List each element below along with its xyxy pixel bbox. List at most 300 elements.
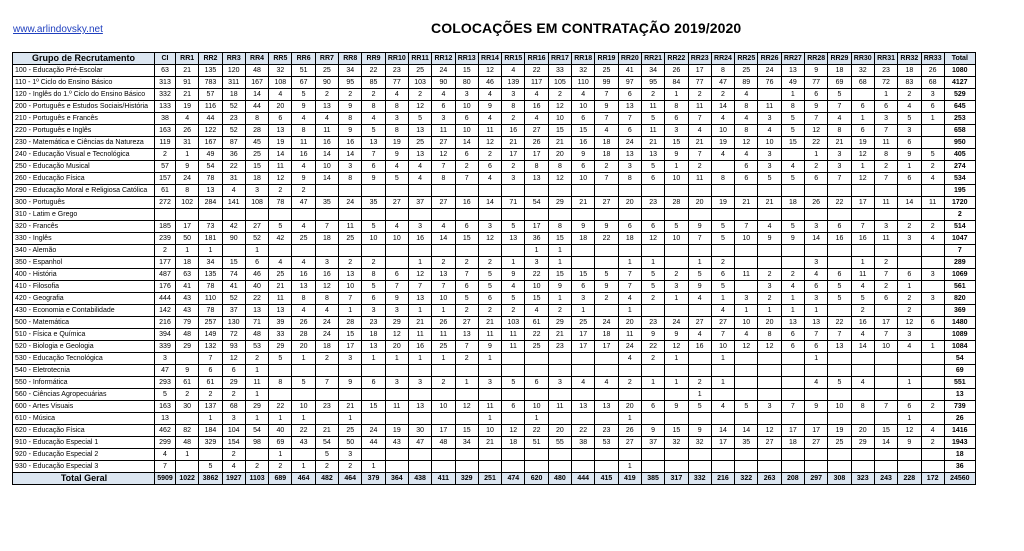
count-cell: 48 [176, 437, 199, 449]
column-header-total: Total [944, 53, 975, 65]
count-cell [432, 461, 455, 473]
count-cell: 3 [502, 89, 525, 101]
count-cell: 4 [921, 233, 944, 245]
column-header-rr14: RR14 [478, 53, 501, 65]
count-cell [735, 245, 758, 257]
count-cell [478, 389, 501, 401]
count-cell: 10 [572, 173, 595, 185]
count-cell [758, 461, 781, 473]
count-cell: 149 [199, 329, 222, 341]
count-cell: 12 [408, 269, 431, 281]
total-cell: 1069 [944, 269, 975, 281]
count-cell: 4 [735, 149, 758, 161]
total-cell: 54 [944, 353, 975, 365]
count-cell [711, 413, 734, 425]
count-cell: 4 [921, 173, 944, 185]
count-cell: 1 [548, 257, 571, 269]
count-cell: 4 [688, 293, 711, 305]
count-cell: 19 [269, 137, 292, 149]
count-cell: 3 [478, 221, 501, 233]
count-cell: 23 [641, 197, 664, 209]
count-cell: 2 [898, 89, 921, 101]
count-cell [921, 329, 944, 341]
count-cell: 103 [408, 77, 431, 89]
count-cell: 37 [408, 197, 431, 209]
count-cell: 9 [595, 101, 618, 113]
count-cell: 18 [595, 329, 618, 341]
count-cell [385, 245, 408, 257]
count-cell: 411 [432, 473, 455, 485]
count-cell: 77 [805, 77, 828, 89]
count-cell: 3 [548, 377, 571, 389]
count-cell [548, 461, 571, 473]
count-cell: 71 [502, 197, 525, 209]
count-cell: 4 [502, 281, 525, 293]
count-cell: 7 [155, 461, 176, 473]
count-cell: 17 [339, 341, 362, 353]
count-cell: 26 [525, 137, 548, 149]
count-cell: 33 [269, 329, 292, 341]
count-cell: 3 [525, 257, 548, 269]
table-row [13, 101, 976, 113]
count-cell [874, 185, 897, 197]
count-cell: 11 [245, 377, 268, 389]
count-cell: 167 [199, 137, 222, 149]
count-cell: 53 [245, 341, 268, 353]
count-cell: 2 [758, 269, 781, 281]
count-cell: 13 [618, 101, 641, 113]
table-row [13, 425, 976, 437]
column-header-rr27: RR27 [781, 53, 804, 65]
count-cell: 5 [269, 221, 292, 233]
count-cell [711, 389, 734, 401]
count-cell: 1 [665, 89, 688, 101]
count-cell: 6 [805, 173, 828, 185]
count-cell: 12 [758, 341, 781, 353]
count-cell [711, 245, 734, 257]
count-cell: 14 [315, 149, 338, 161]
count-cell: 6 [898, 401, 921, 413]
count-cell [898, 185, 921, 197]
count-cell: 12 [269, 173, 292, 185]
count-cell: 79 [176, 317, 199, 329]
count-cell: 16 [408, 341, 431, 353]
count-cell: 22 [828, 197, 851, 209]
count-cell: 9 [641, 329, 664, 341]
count-cell: 10 [455, 101, 478, 113]
count-cell: 4 [828, 113, 851, 125]
count-cell: 1 [781, 293, 804, 305]
count-cell: 2 [455, 161, 478, 173]
group-name-cell: 930 - Educação Especial 3 [13, 461, 155, 473]
count-cell: 2 [222, 449, 245, 461]
count-cell: 208 [781, 473, 804, 485]
count-cell: 7 [432, 161, 455, 173]
count-cell [781, 353, 804, 365]
count-cell [455, 449, 478, 461]
count-cell [805, 185, 828, 197]
site-link[interactable]: www.arlindovsky.net [13, 24, 103, 35]
count-cell: 20 [292, 341, 315, 353]
count-cell: 18 [781, 197, 804, 209]
count-cell: 293 [155, 377, 176, 389]
count-cell: 14 [339, 149, 362, 161]
count-cell: 9 [898, 437, 921, 449]
count-cell: 8 [385, 125, 408, 137]
count-cell: 3 [921, 89, 944, 101]
count-cell: 7 [828, 173, 851, 185]
count-cell: 11 [292, 137, 315, 149]
count-cell: 172 [921, 473, 944, 485]
count-cell: 25 [525, 341, 548, 353]
count-cell: 4 [595, 125, 618, 137]
count-cell: 322 [735, 473, 758, 485]
count-cell: 7 [362, 149, 385, 161]
count-cell [921, 281, 944, 293]
count-cell [781, 449, 804, 461]
count-cell [432, 245, 455, 257]
table-row [13, 89, 976, 101]
count-cell: 4 [385, 161, 408, 173]
count-cell [222, 245, 245, 257]
count-cell: 444 [572, 473, 595, 485]
count-cell: 2 [362, 89, 385, 101]
total-cell: 1480 [944, 317, 975, 329]
count-cell: 68 [222, 401, 245, 413]
count-cell [898, 209, 921, 221]
count-cell: 15 [572, 269, 595, 281]
count-cell [432, 185, 455, 197]
count-cell: 25 [432, 341, 455, 353]
group-name-cell: 250 - Educação Musical [13, 161, 155, 173]
table-row [13, 65, 976, 77]
count-cell: 142 [155, 305, 176, 317]
count-cell: 438 [408, 473, 431, 485]
count-cell [641, 461, 664, 473]
count-cell: 317 [665, 473, 688, 485]
count-cell: 10 [385, 233, 408, 245]
table-row [13, 185, 976, 197]
count-cell: 3 [339, 353, 362, 365]
count-cell: 1 [711, 377, 734, 389]
count-cell: 13 [805, 317, 828, 329]
count-cell: 103 [502, 317, 525, 329]
count-cell [874, 449, 897, 461]
count-cell [315, 389, 338, 401]
count-cell [408, 413, 431, 425]
count-cell: 11 [641, 125, 664, 137]
count-cell [502, 209, 525, 221]
count-cell [805, 413, 828, 425]
count-cell: 48 [245, 65, 268, 77]
count-cell: 22 [572, 425, 595, 437]
count-cell: 3 [222, 413, 245, 425]
group-name-cell: 920 - Educação Especial 2 [13, 449, 155, 461]
count-cell: 6 [525, 377, 548, 389]
count-cell: 36 [222, 149, 245, 161]
count-cell [595, 449, 618, 461]
count-cell [478, 245, 501, 257]
count-cell: 5 [781, 125, 804, 137]
count-cell: 5 [292, 377, 315, 389]
count-cell: 32 [269, 65, 292, 77]
count-cell [921, 185, 944, 197]
count-cell: 177 [155, 257, 176, 269]
count-cell: 7 [874, 329, 897, 341]
count-cell: 47 [155, 365, 176, 377]
count-cell: 14 [805, 233, 828, 245]
column-header-rr19: RR19 [595, 53, 618, 65]
count-cell: 7 [339, 293, 362, 305]
count-cell: 339 [155, 341, 176, 353]
count-cell: 15 [525, 293, 548, 305]
count-cell: 1 [548, 245, 571, 257]
count-cell: 4 [758, 125, 781, 137]
count-cell [921, 245, 944, 257]
count-cell: 14 [315, 173, 338, 185]
count-cell [292, 245, 315, 257]
count-cell [921, 377, 944, 389]
count-cell [921, 389, 944, 401]
count-cell [828, 353, 851, 365]
count-cell: 13 [408, 125, 431, 137]
count-cell: 10 [735, 233, 758, 245]
count-cell [735, 449, 758, 461]
count-cell [711, 185, 734, 197]
count-cell: 21 [478, 317, 501, 329]
count-cell: 1927 [222, 473, 245, 485]
count-cell: 1 [199, 413, 222, 425]
count-cell: 1 [805, 149, 828, 161]
count-cell: 35 [735, 437, 758, 449]
count-cell: 21 [688, 137, 711, 149]
count-cell: 21 [548, 137, 571, 149]
count-cell: 21 [572, 197, 595, 209]
count-cell: 5 [641, 161, 664, 173]
count-cell: 22 [222, 161, 245, 173]
count-cell: 7 [455, 341, 478, 353]
total-cell: 36 [944, 461, 975, 473]
count-cell: 6 [874, 101, 897, 113]
count-cell [595, 305, 618, 317]
count-cell [362, 185, 385, 197]
column-header-rr24: RR24 [711, 53, 734, 65]
count-cell [805, 245, 828, 257]
count-cell: 2 [851, 305, 874, 317]
count-cell: 135 [199, 269, 222, 281]
count-cell: 2 [898, 221, 921, 233]
count-cell [898, 389, 921, 401]
count-cell: 22 [245, 293, 268, 305]
count-cell: 11 [921, 197, 944, 209]
count-cell: 21 [269, 281, 292, 293]
count-cell: 1 [362, 461, 385, 473]
count-cell: 6 [478, 293, 501, 305]
count-cell: 480 [548, 473, 571, 485]
count-cell [408, 449, 431, 461]
count-cell: 31 [222, 173, 245, 185]
count-cell: 98 [245, 437, 268, 449]
count-cell: 33 [548, 65, 571, 77]
count-cell [595, 413, 618, 425]
count-cell [758, 257, 781, 269]
count-cell: 25 [595, 65, 618, 77]
count-cell [874, 365, 897, 377]
count-cell: 5 [758, 173, 781, 185]
count-cell: 3 [385, 377, 408, 389]
count-cell: 16 [525, 101, 548, 113]
total-cell: 405 [944, 149, 975, 161]
count-cell: 61 [176, 377, 199, 389]
count-cell: 4 [222, 185, 245, 197]
column-header-rr28: RR28 [805, 53, 828, 65]
count-cell: 12 [222, 353, 245, 365]
count-cell: 1 [176, 245, 199, 257]
count-cell: 14 [269, 149, 292, 161]
count-cell: 10 [548, 113, 571, 125]
group-name-cell: 540 - Eletrotecnia [13, 365, 155, 377]
count-cell: 6 [641, 173, 664, 185]
count-cell: 15 [455, 65, 478, 77]
group-name-cell: 400 - História [13, 269, 155, 281]
count-cell: 2 [874, 257, 897, 269]
group-name-cell: 260 - Educação Física [13, 173, 155, 185]
count-cell: 2 [641, 293, 664, 305]
count-cell: 313 [155, 77, 176, 89]
count-cell [595, 365, 618, 377]
count-cell [155, 209, 176, 221]
count-cell: 20 [688, 197, 711, 209]
count-cell: 2 [921, 221, 944, 233]
column-header-rr4: RR4 [245, 53, 268, 65]
count-cell [572, 449, 595, 461]
count-cell: 16 [502, 125, 525, 137]
count-cell [502, 353, 525, 365]
count-cell [828, 257, 851, 269]
count-cell [781, 257, 804, 269]
count-cell [595, 257, 618, 269]
count-cell: 67 [292, 77, 315, 89]
count-cell [781, 377, 804, 389]
count-cell: 9 [339, 125, 362, 137]
count-cell [851, 365, 874, 377]
count-cell: 7 [408, 281, 431, 293]
group-name-cell: 110 - 1º Ciclo do Ensino Básico [13, 77, 155, 89]
count-cell: 20 [618, 197, 641, 209]
count-cell [385, 461, 408, 473]
count-cell: 11 [478, 125, 501, 137]
count-cell: 26 [805, 197, 828, 209]
count-cell: 21 [315, 425, 338, 437]
count-cell: 5 [781, 221, 804, 233]
count-cell: 2 [292, 185, 315, 197]
count-cell: 1 [385, 353, 408, 365]
total-cell: 658 [944, 125, 975, 137]
count-cell: 20 [269, 101, 292, 113]
column-header-rr30: RR30 [851, 53, 874, 65]
count-cell: 90 [432, 77, 455, 89]
count-cell: 2 [339, 89, 362, 101]
count-cell: 16 [455, 197, 478, 209]
count-cell [898, 449, 921, 461]
count-cell [641, 245, 664, 257]
count-cell [269, 209, 292, 221]
count-cell: 11 [618, 329, 641, 341]
count-cell: 25 [339, 233, 362, 245]
count-cell [408, 245, 431, 257]
count-cell: 9 [362, 173, 385, 185]
count-cell: 11 [735, 269, 758, 281]
count-cell: 89 [735, 77, 758, 89]
count-cell: 105 [548, 77, 571, 89]
count-cell: 4 [292, 305, 315, 317]
count-cell: 6 [572, 281, 595, 293]
count-cell: 4 [292, 161, 315, 173]
count-cell: 16 [315, 137, 338, 149]
column-header-rr21: RR21 [641, 53, 664, 65]
count-cell: 15 [874, 425, 897, 437]
count-cell [572, 413, 595, 425]
total-cell: 195 [944, 185, 975, 197]
count-cell: 2 [478, 149, 501, 161]
count-cell [595, 209, 618, 221]
count-cell: 6 [921, 101, 944, 113]
count-cell [199, 209, 222, 221]
count-cell [269, 245, 292, 257]
count-cell: 2 [315, 461, 338, 473]
count-cell [851, 461, 874, 473]
count-cell: 7 [828, 101, 851, 113]
count-cell: 102 [176, 197, 199, 209]
total-cell: 253 [944, 113, 975, 125]
count-cell [502, 185, 525, 197]
total-cell: 7 [944, 245, 975, 257]
count-cell: 10 [362, 233, 385, 245]
count-cell: 3 [385, 113, 408, 125]
count-cell: 167 [245, 77, 268, 89]
count-cell: 24 [315, 317, 338, 329]
count-cell [641, 413, 664, 425]
count-cell: 163 [155, 125, 176, 137]
count-cell: 90 [315, 77, 338, 89]
count-cell: 5 [292, 89, 315, 101]
count-cell: 97 [618, 77, 641, 89]
count-cell [548, 449, 571, 461]
count-cell [595, 185, 618, 197]
total-cell: 529 [944, 89, 975, 101]
count-cell: 9 [572, 221, 595, 233]
count-cell: 11 [874, 137, 897, 149]
count-cell: 9 [898, 149, 921, 161]
count-cell: 13 [618, 149, 641, 161]
count-cell: 19 [851, 137, 874, 149]
count-cell: 46 [478, 77, 501, 89]
count-cell [874, 305, 897, 317]
count-cell: 15 [339, 329, 362, 341]
count-cell [339, 185, 362, 197]
count-cell: 1 [432, 305, 455, 317]
count-cell: 8 [362, 101, 385, 113]
count-cell: 11 [315, 125, 338, 137]
count-cell: 297 [805, 473, 828, 485]
count-cell: 99 [595, 77, 618, 89]
count-cell: 53 [595, 437, 618, 449]
count-cell: 7 [618, 269, 641, 281]
count-cell: 29 [851, 437, 874, 449]
count-cell: 2 [548, 305, 571, 317]
count-cell: 27 [245, 221, 268, 233]
count-cell: 3 [478, 377, 501, 389]
